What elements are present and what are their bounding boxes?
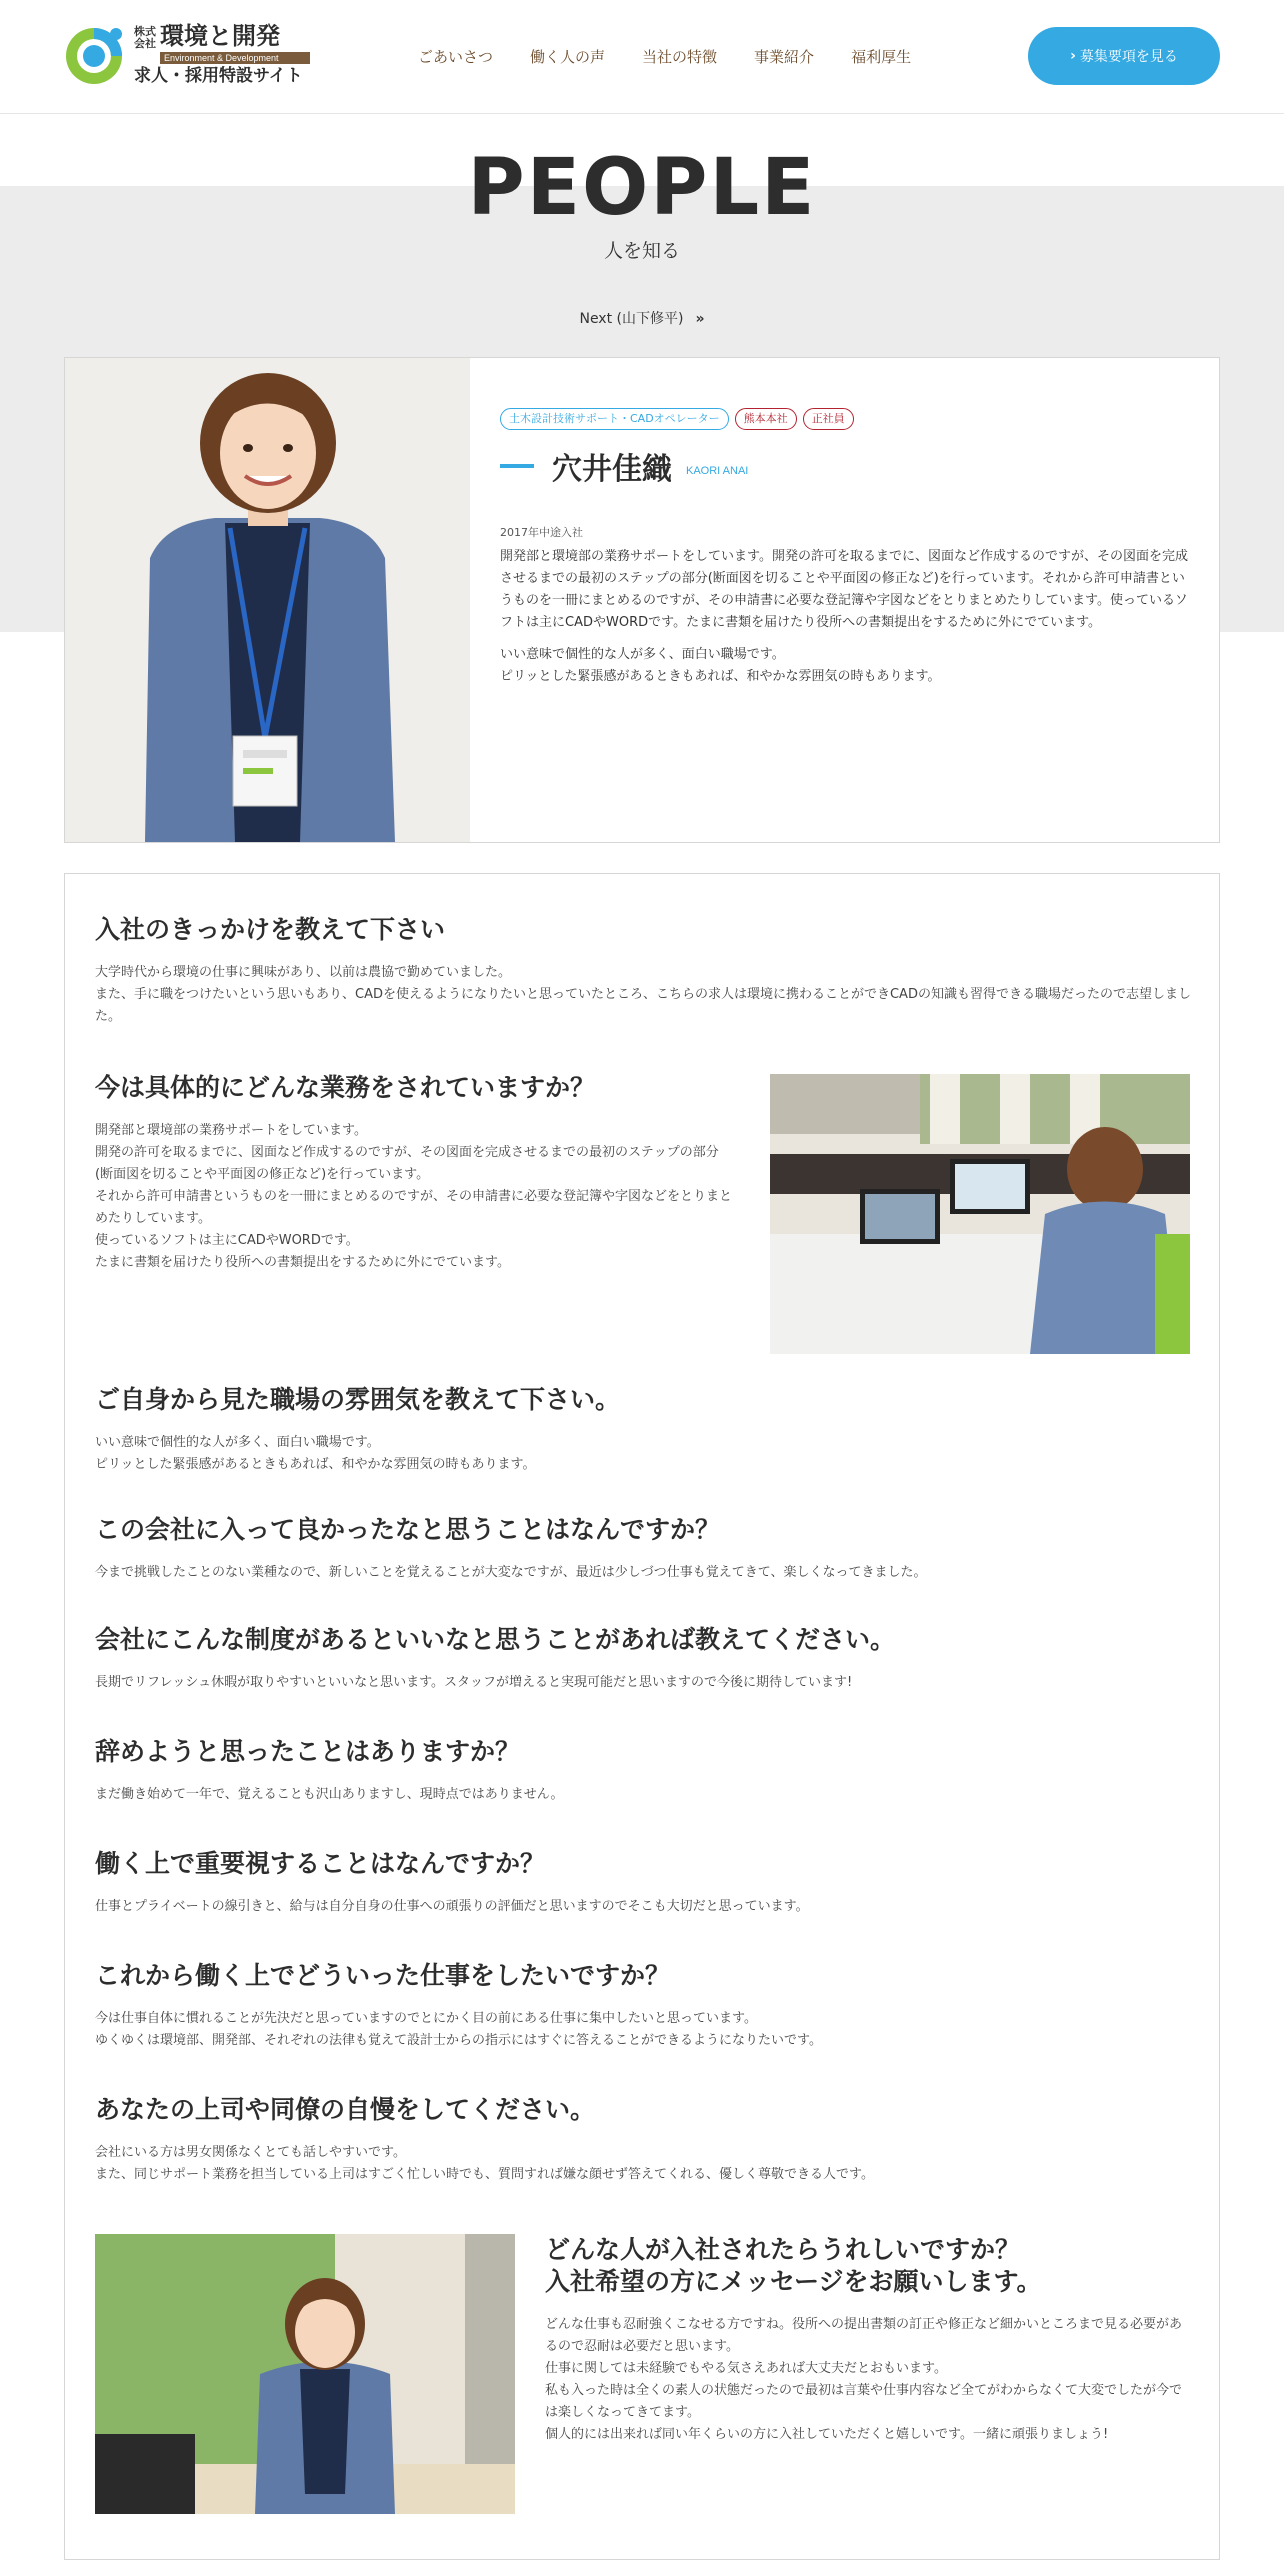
logo-mark-icon: [64, 22, 128, 86]
qa-item: [95, 1384, 1191, 1476]
profile-info: [500, 408, 1190, 688]
qa-item: [95, 1736, 1191, 1806]
profile-card: [64, 357, 1220, 843]
site-logo[interactable]: [64, 22, 310, 86]
qa-item: [95, 2094, 1191, 2186]
question: ご自身から見た職場の雰囲気を教えて下さい。: [95, 1385, 621, 1414]
nav-item-features[interactable]: 当社の特徴: [642, 48, 718, 66]
next-person-label: Next (山下修平): [579, 311, 684, 327]
answer: 開発部と環境部の業務サポートをしています。 開発の許可を取るまでに、図面など作成するのですが、その図面を完成させるまでの最初のステップの部分(断面図を切ることや平面図の修正など)を行っています。 それから許可申請書というものを一冊にまとめるのですが、その申請書に必要な登記簿や字図などをとりまとめたりしています。 使っているソフトは主にCADやWORDです。 たまに書類を届けたり役所への書類提出をするために外にでています。: [95, 1123, 733, 1270]
page-subtitle: 人を知る: [603, 240, 680, 262]
qa-item: [95, 914, 1191, 1028]
nav-item-business[interactable]: 事業紹介: [754, 48, 815, 66]
name-row: [500, 444, 1190, 488]
qa-item: [95, 1960, 1191, 2052]
answer: いい意味で個性的な人が多く、面白い職場です。 ピリッとした緊張感があるときもあれば、和やかな雰囲気の時もあります。: [95, 1435, 536, 1472]
seated-portrait-photo: [95, 2234, 515, 2514]
global-nav: [418, 46, 948, 67]
question: 今は具体的にどんな業務をされていますか？: [95, 1073, 596, 1102]
logo-english-name: Environment & Development: [160, 52, 310, 64]
answer: どんな仕事も忍耐強くこなせる方ですね。役所への提出書類の訂正や修正など細かいところまで見る必要があるので忍耐は必要だと思います。 仕事に関しては未経験でもやる気さえあれば大丈夫だとおもいます。 私も入った時は全くの素人の状態だったので最初は言葉や仕事内容など全てがわからなくて大変でしたが今では楽しくなってきてます。 個人的には出来れば同い年くらいの方に入社していただくと嬉しいです。一緒に頑張りましょう!: [545, 2317, 1183, 2442]
office-photo: [770, 1074, 1190, 1354]
logo-company-name: 環境と開発: [160, 22, 280, 50]
question: 会社にこんな制度があるといいなと思うことがあれば教えてください。: [95, 1625, 896, 1654]
employee-name: 穴井佳織: [552, 452, 672, 487]
question: 入社のきっかけを教えて下さい: [95, 915, 446, 944]
profile-body: 開発部と環境部の業務サポートをしています。開発の許可を取るまでに、図面など作成するのですが、その図面を完成させるまでの最初のステップの部分(断面図を切ることや平面図の修正など)を行っています。それから許可申請書というものを一冊にまとめるのですが、その申請書に必要な登記簿や字図などをとりまとめたりしています。使っているソフトは主にCADやWORDです。たまに書類を届けたり役所への書類提出をするために外にでています。: [500, 549, 1188, 630]
profile-body-2: いい意味で個性的な人が多く、面白い職場です。 ピリッとした緊張感があるときもあれば、和やかな雰囲気の時もあります。: [500, 647, 941, 684]
question: 働く上で重要視することはなんですか？: [95, 1849, 546, 1878]
answer: 今は仕事自体に慣れることが先決だと思っていますのでとにかく目の前にある仕事に集中したいと思っています。 ゆくゆくは環境部、開発部、それぞれの法律も覚えて設計士からの指示にはすぐに答えることができるようになりたいです。: [95, 2011, 822, 2048]
qa-item: [95, 1072, 735, 1274]
qa-item: [95, 1624, 1191, 1694]
next-person-link[interactable]: [0, 308, 1284, 328]
recruitment-info-button[interactable]: [1028, 27, 1220, 85]
tag-employment: 正社員: [803, 408, 854, 430]
qa-item: [545, 2234, 1191, 2446]
joined-year: 2017年中途入社: [500, 526, 583, 539]
profile-tags: [500, 408, 1190, 430]
site-header: [0, 0, 1284, 114]
qa-item: [95, 1848, 1191, 1918]
logo-kabushiki: 株式会社: [134, 25, 156, 50]
employee-name-en: KAORI ANAI: [686, 465, 749, 477]
question: この会社に入って良かったなと思うことはなんですか？: [95, 1515, 721, 1544]
page-title: PEOPLE: [467, 143, 817, 233]
qa-item: [95, 1514, 1191, 1584]
chevron-right-icon: ›: [1070, 48, 1076, 64]
answer: 今まで挑戦したことのない業種なので、新しいことを覚えることが大変なですが、最近は少しづつ仕事も覚えてきて、楽しくなってきました。: [95, 1565, 927, 1580]
question: どんな人が入社されたらうれしいですか？ 入社希望の方にメッセージをお願いします。: [545, 2235, 1042, 2296]
nav-item-people[interactable]: 働く人の声: [530, 48, 606, 66]
tag-job: 土木設計技術サポート・CADオペレーター: [500, 408, 729, 430]
recruitment-info-label: 募集要項を見る: [1079, 49, 1178, 65]
answer: 仕事とプライベートの線引きと、給与は自分自身の仕事への頑張りの評価だと思いますのでそこも大切だと思っています。: [95, 1899, 809, 1914]
answer: 会社にいる方は男女関係なくとても話しやすいです。 また、同じサポート業務を担当している上司はすごく忙しい時でも、質問すれば嫌な顔せず答えてくれる、優しく尊敬できる人です。: [95, 2145, 874, 2182]
answer: まだ働き始めて一年で、覚えることも沢山ありますし、現時点ではありません。: [95, 1787, 564, 1802]
nav-item-welfare[interactable]: 福利厚生: [851, 48, 912, 66]
tag-location: 熊本本社: [735, 408, 797, 430]
question: あなたの上司や同僚の自慢をしてください。: [95, 2095, 596, 2124]
qa-card: [64, 873, 1220, 2560]
name-accent-bar: [500, 464, 534, 468]
portrait-photo: [65, 358, 470, 842]
double-chevron-right-icon: »: [695, 311, 705, 327]
answer: 大学時代から環境の仕事に興味があり、以前は農協で勤めていました。 また、手に職をつけたいという思いもあり、CADを使えるようになりたいと思っていたところ、こちらの求人は環境に携わることができCADの知識も習得できる職場だったので志望しました。: [95, 965, 1191, 1024]
question: 辞めようと思ったことはありますか？: [95, 1737, 521, 1766]
answer: 長期でリフレッシュ休暇が取りやすいといいなと思います。スタッフが増えると実現可能だと思いますので今後に期待しています!: [95, 1675, 853, 1690]
question: これから働く上でどういった仕事をしたいですか？: [95, 1961, 671, 1990]
logo-subtitle: 求人・採用特設サイト: [134, 66, 303, 86]
nav-item-greeting[interactable]: ごあいさつ: [418, 48, 494, 66]
